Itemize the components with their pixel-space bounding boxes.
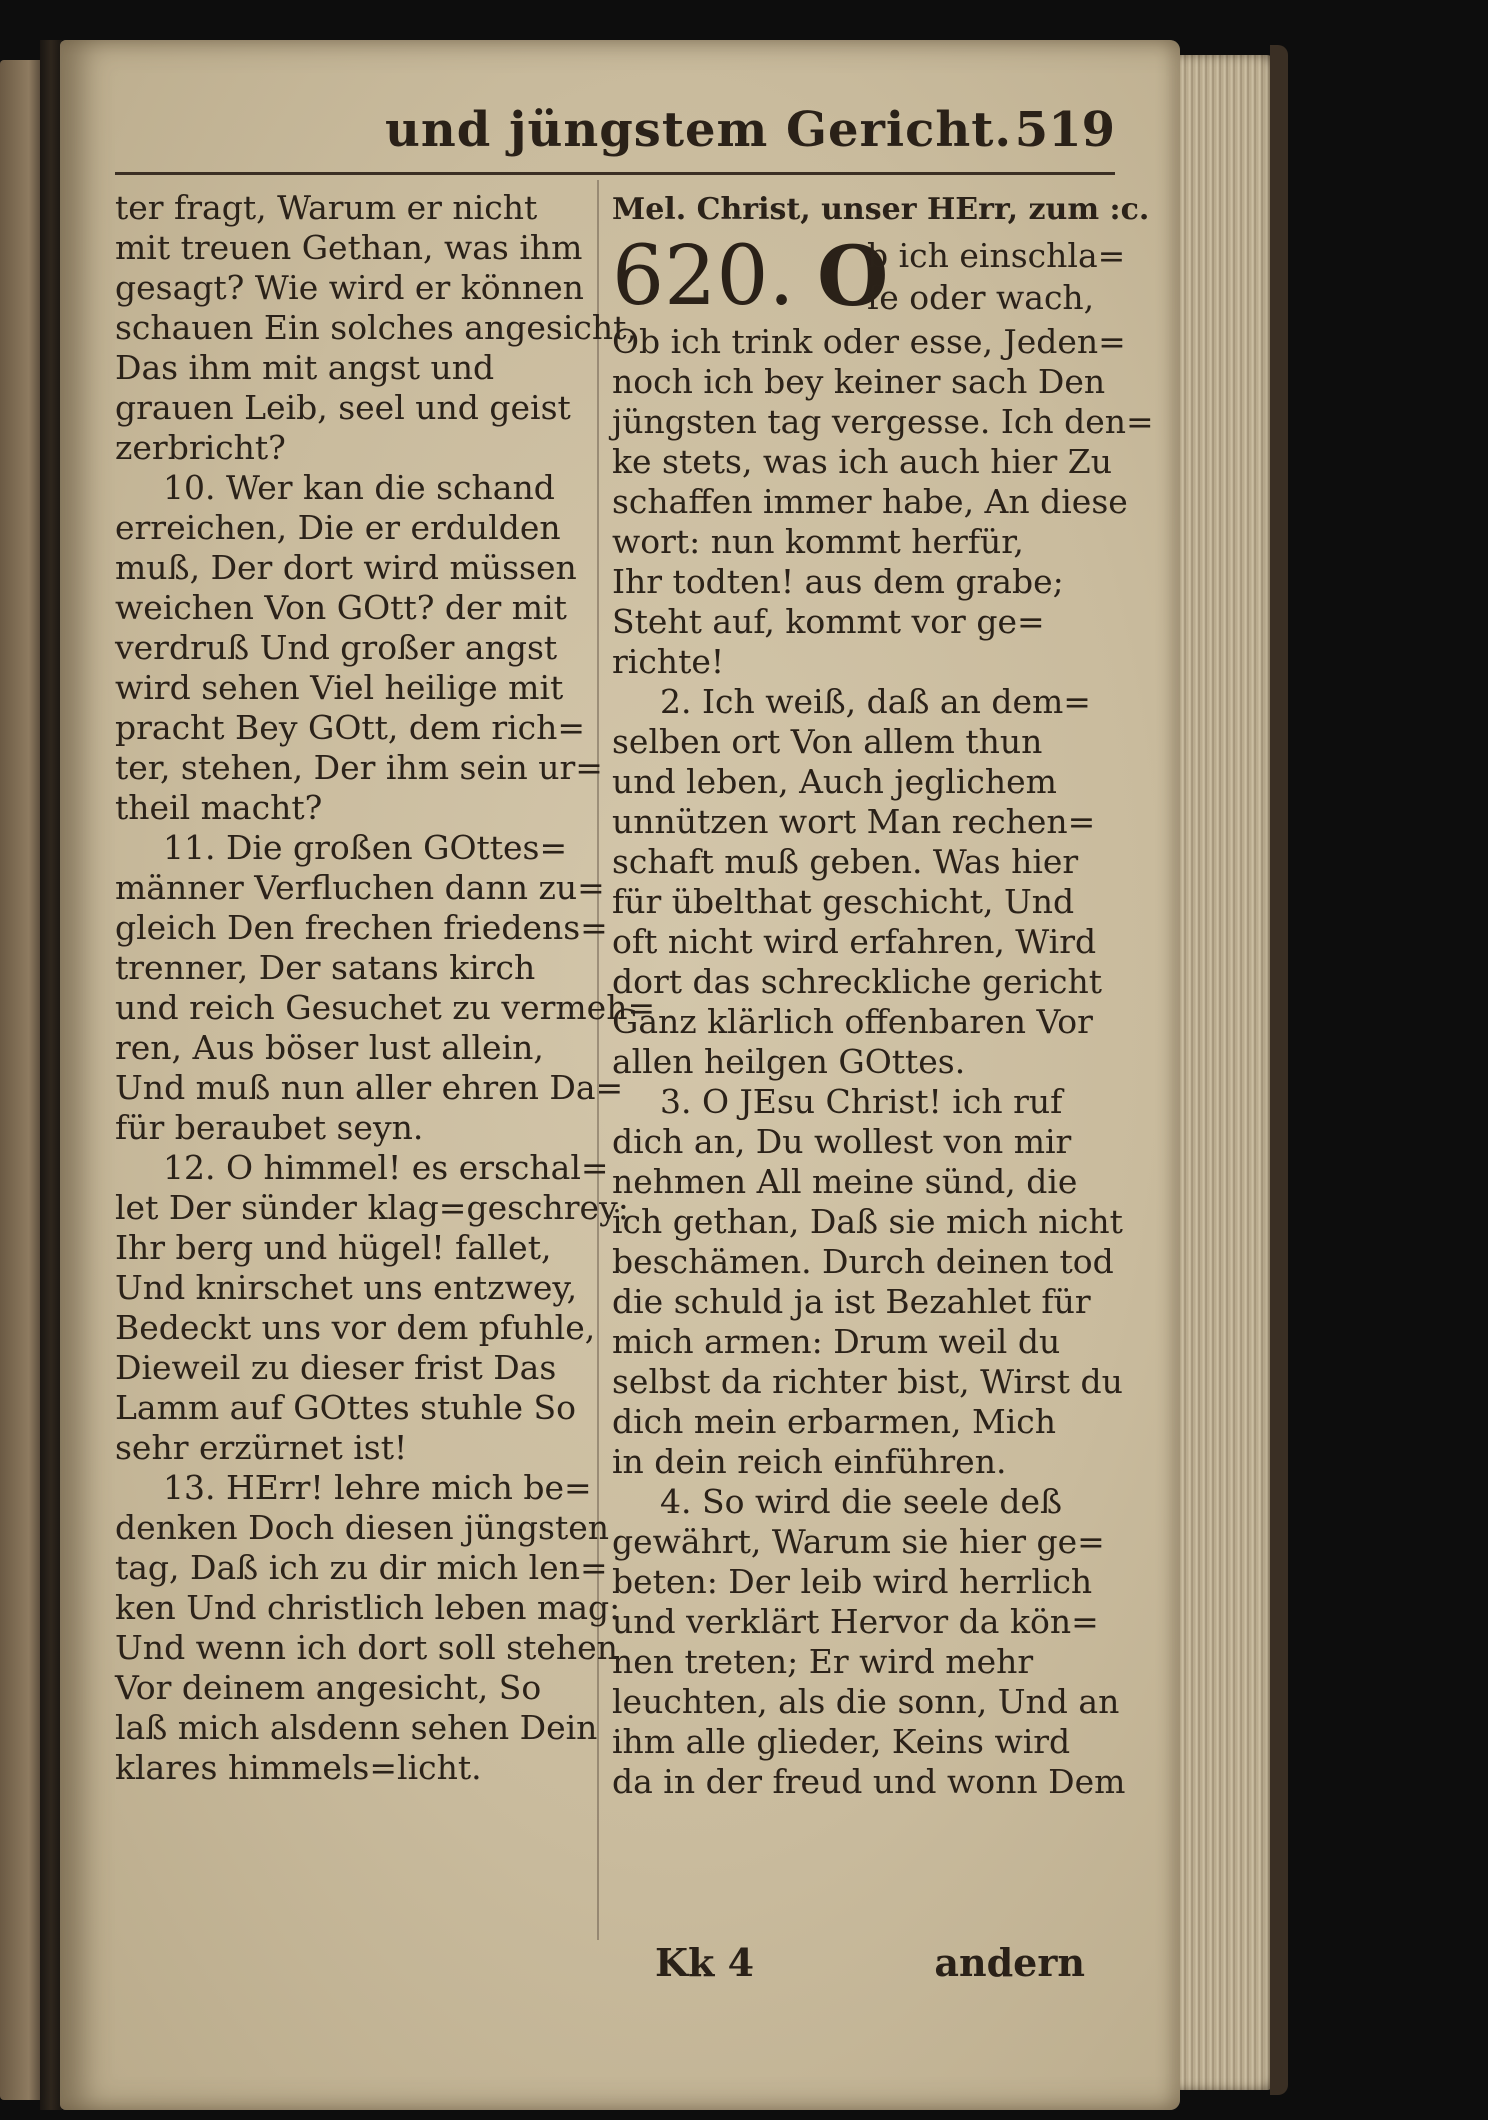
text-line: denken Doch diesen jüngsten: [115, 1508, 609, 1547]
melody-line: Mel. Christ, unser HErr, zum :c.: [612, 192, 1150, 227]
text-line: Und wenn ich dort soll stehen: [115, 1628, 618, 1667]
text-line: muß, Der dort wird müssen: [115, 548, 577, 587]
verse-start-line: 12. O himmel! es erschal=: [163, 1148, 609, 1187]
text-line: gleich Den frechen friedens=: [115, 908, 608, 947]
catchword: andern: [934, 1940, 1085, 1985]
text-line: ihm alle glieder, Keins wird: [612, 1722, 1071, 1761]
text-line: Vor deinem angesicht, So: [115, 1668, 542, 1707]
text-line: für übelthat geschicht, Und: [612, 882, 1075, 921]
page-number: 519: [1014, 102, 1115, 158]
text-line: schauen Ein solches angesicht,: [115, 308, 637, 347]
page-footer: [115, 1940, 1115, 2000]
text-line: beten: Der leib wird herrlich: [612, 1562, 1093, 1601]
text-line: ken Und christlich leben mag:: [115, 1588, 621, 1627]
text-line: ter fragt, Warum er nicht: [115, 188, 538, 227]
verse-start-line: 3. O JEsu Christ! ich ruf: [660, 1082, 1063, 1121]
text-line: Bedeckt uns vor dem pfuhle,: [115, 1308, 596, 1347]
text-line: Das ihm mit angst und: [115, 348, 495, 387]
text-line: Und muß nun aller ehren Da=: [115, 1068, 624, 1107]
book-cover-edge: [1270, 45, 1288, 2095]
text-line: und verklärt Hervor da kön=: [612, 1602, 1099, 1641]
text-line: laß mich alsdenn sehen Dein: [115, 1708, 598, 1747]
right-column: [612, 188, 1154, 1802]
text-line: die schuld ja ist Bezahlet für: [612, 1282, 1091, 1321]
text-line: mit treuen Gethan, was ihm: [115, 228, 583, 267]
verse-start-line: 13. HErr! lehre mich be=: [163, 1468, 592, 1507]
text-line: dich an, Du wollest von mir: [612, 1122, 1072, 1161]
text-line: pracht Bey GOtt, dem rich=: [115, 708, 586, 747]
text-line: ren, Aus böser lust allein,: [115, 1028, 544, 1067]
signature-mark: Kk 4: [655, 1940, 755, 1985]
text-line: Lamm auf GOttes stuhle So: [115, 1388, 576, 1427]
text-line: Ihr todten! aus dem grabe;: [612, 562, 1064, 601]
text-line: allen heilgen GOttes.: [612, 1042, 966, 1081]
verse-start-line: 10. Wer kan die schand: [163, 468, 555, 507]
left-column: [115, 188, 656, 1788]
text-line: ich gethan, Daß sie mich nicht: [612, 1202, 1123, 1241]
book-gutter: [40, 40, 62, 2110]
text-line: sehr erzürnet ist!: [115, 1428, 408, 1467]
column-divider: [597, 180, 599, 1940]
text-line: Steht auf, kommt vor ge=: [612, 602, 1045, 641]
text-line: wird sehen Viel heilige mit: [115, 668, 564, 707]
text-line: Dieweil zu dieser frist Das: [115, 1348, 557, 1387]
text-line: noch ich bey keiner sach Den: [612, 362, 1106, 401]
text-line: nehmen All meine sünd, die: [612, 1162, 1078, 1201]
header-rule: [115, 172, 1115, 175]
page-header: [115, 102, 1115, 172]
text-line: erreichen, Die er erdulden: [115, 508, 561, 547]
text-line: ter, stehen, Der ihm sein ur=: [115, 748, 603, 787]
text-line: oft nicht wird erfahren, Wird: [612, 922, 1097, 961]
text-line: tag, Daß ich zu dir mich len=: [115, 1548, 608, 1587]
verse-start-line: 2. Ich weiß, daß an dem=: [660, 682, 1091, 721]
text-line: let Der sünder klag=geschrey:: [115, 1188, 629, 1227]
text-line: gewährt, Warum sie hier ge=: [612, 1522, 1105, 1561]
text-line: verdruß Und großer angst: [115, 628, 558, 667]
text-line: und reich Gesuchet zu vermeh=: [115, 988, 656, 1027]
text-line: schaffen immer habe, An diese: [612, 482, 1128, 521]
text-line: schaft muß geben. Was hier: [612, 842, 1079, 881]
text-line: b ich einschla=: [867, 236, 1126, 275]
verse-start-line: 4. So wird die seele deß: [660, 1482, 1063, 1521]
text-line: unnützen wort Man rechen=: [612, 802, 1096, 841]
text-line: beschämen. Durch deinen tod: [612, 1242, 1114, 1281]
text-line: Ganz klärlich offenbaren Vor: [612, 1002, 1093, 1041]
text-line: ke stets, was ich auch hier Zu: [612, 442, 1112, 481]
text-line: fe oder wach,: [867, 278, 1095, 317]
text-line: Ob ich trink oder esse, Jeden=: [612, 322, 1126, 361]
verse-start-line: 11. Die großen GOttes=: [163, 828, 568, 867]
text-line: da in der freud und wonn Dem: [612, 1762, 1126, 1801]
text-line: grauen Leib, seel und geist: [115, 388, 571, 427]
text-line: männer Verfluchen dann zu=: [115, 868, 605, 907]
text-line: in dein reich einführen.: [612, 1442, 1007, 1481]
text-line: und leben, Auch jeglichem: [612, 762, 1057, 801]
text-line: für beraubet seyn.: [115, 1108, 424, 1147]
text-line: jüngsten tag vergesse. Ich den=: [612, 402, 1154, 441]
text-line: theil macht?: [115, 788, 323, 827]
text-line: gesagt? Wie wird er können: [115, 268, 584, 307]
drop-cap: O: [817, 229, 889, 325]
text-line: Und knirschet uns entzwey,: [115, 1268, 578, 1307]
text-line: klares himmels=licht.: [115, 1748, 482, 1787]
text-line: zerbricht?: [115, 428, 286, 467]
hymn-opening: [612, 229, 1126, 325]
text-line: dich mein erbarmen, Mich: [612, 1402, 1057, 1441]
text-line: Ihr berg und hügel! fallet,: [115, 1228, 552, 1267]
text-line: weichen Von GOtt? der mit: [115, 588, 567, 627]
text-line: selbst da richter bist, Wirst du: [612, 1362, 1123, 1401]
hymn-number: 620.: [612, 229, 795, 324]
text-line: nen treten; Er wird mehr: [612, 1642, 1034, 1681]
text-line: wort: nun kommt herfür,: [612, 522, 1024, 561]
text-line: leuchten, als die sonn, Und an: [612, 1682, 1120, 1721]
text-line: richte!: [612, 642, 725, 681]
text-line: mich armen: Drum weil du: [612, 1322, 1061, 1361]
running-head: und jüngstem Gericht.: [385, 102, 1013, 158]
text-line: trenner, Der satans kirch: [115, 948, 536, 987]
text-line: selben ort Von allem thun: [612, 722, 1043, 761]
text-line: dort das schreckliche gericht: [612, 962, 1103, 1001]
page-block-edges: [1180, 55, 1280, 2090]
